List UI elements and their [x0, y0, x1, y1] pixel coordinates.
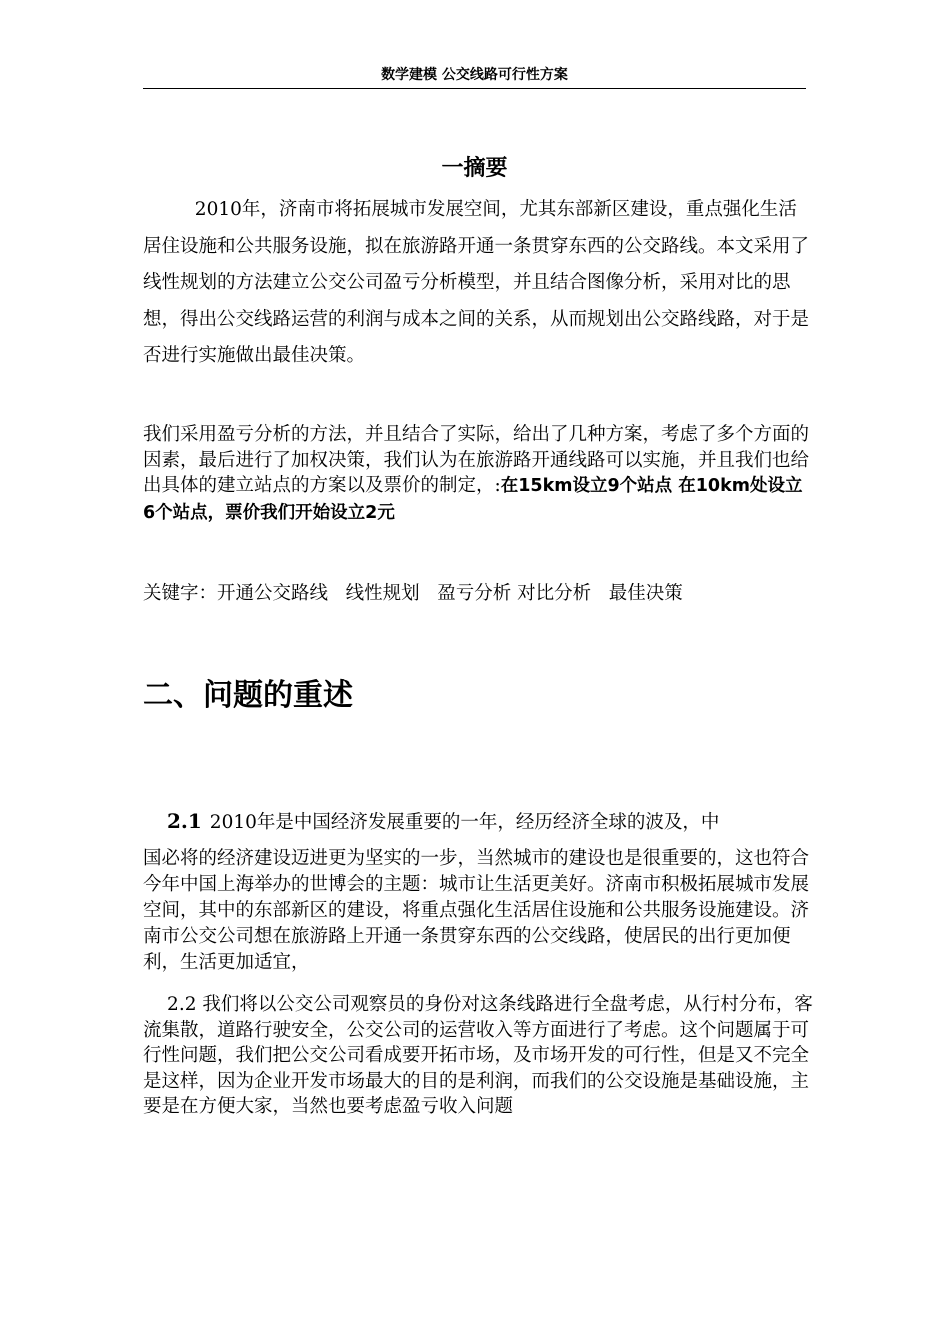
method-text: 我们采用盈亏分析的方法，并且结合了实际，给出了几种方案，考虑了多个方面的因素，最后进行了加权决策，我们认为在旅游路开通线路可以实施，并且我们也给出具体的建立站点的方案以及票价的制定，:	[143, 424, 810, 496]
keywords-line: 关键字：开通公交路线 线性规划 盈亏分析 对比分析 最佳决策	[143, 583, 683, 604]
section-heading-restatement: 二、问题的重述	[143, 678, 353, 713]
paragraph-2-2: 2.2 我们将以公交公司观察员的身份对这条线路进行全盘考虑，从行村分布，客流集散，道路行驶安全，公交公司的运营收入等方面进行了考虑。这个问题属于可行性问题，我们把公交公司看成要开拓市场，及市场开发的可行性，但是又不完全是这样，因为企业开发市场最大的目的是利润，而我们的公交设施是基础设施，主要是在方便大家，当然也要考虑盈亏收入问题	[143, 994, 813, 1117]
abstract-paragraph: 2010年，济南市将拓展城市发展空间，尤其东部新区建设，重点强化生活居住设施和公共服务设施，拟在旅游路开通一条贯穿东西的公交路线。本文采用了线性规划的方法建立公交公司盈亏分析模型，并且结合图像分析，采用对比的思想，得出公交线路运营的利润与成本之间的关系，从而规划出公交路线路，对于是否进行实施做出最佳决策。	[143, 199, 810, 366]
abstract-heading: 一摘要	[441, 155, 508, 181]
method-paragraph	[143, 422, 813, 526]
paragraph-2-1-rest: 国必将的经济建设迈进更为坚实的一步，当然城市的建设也是很重要的，这也符合今年中国上海举办的世博会的主题：城市让生活更美好。济南市积极拓展城市发展空间，其中的东部新区的建设，将重点强化生活居住设施和公共服务设施建设。济南市公交公司想在旅游路上开通一条贯穿东西的公交线路，使居民的出行更加便利，生活更加适宜，	[143, 848, 810, 973]
paragraph-2-1	[143, 806, 813, 976]
header-title: 数学建模 公交线路可行性方案	[381, 67, 568, 83]
paragraph-2-1-number: 2.1	[167, 809, 202, 833]
method-conclusion: 在15km设立9个站点 在10km处设立6个站点，票价我们开始设立2元	[143, 476, 803, 523]
page-header	[143, 64, 806, 89]
paragraph-2-1-first-text: 2010年是中国经济发展重要的一年，经历经济全球的波及，中	[209, 812, 720, 833]
paragraph-2-1-first-line	[143, 806, 813, 838]
